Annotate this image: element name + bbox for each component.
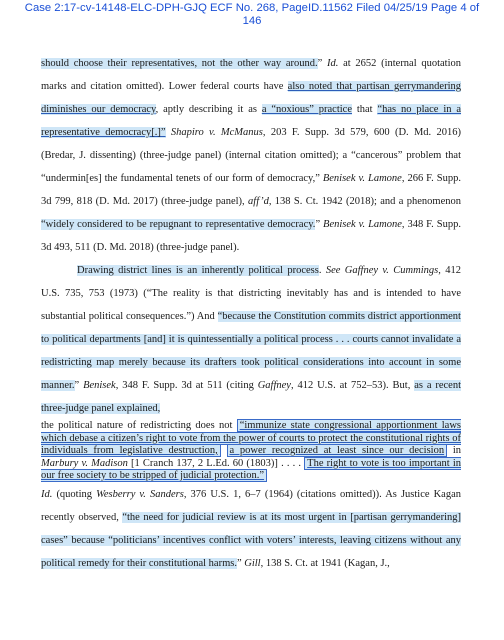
case-name-italic: Marbury v. Madison [41,457,128,469]
paragraph-2 [41,259,461,420]
opinion-body [41,52,461,575]
citation-italic: aff’d [248,196,269,207]
case-name-italic: Benisek v. Lamone [322,173,402,184]
text-span: the political nature of redistricting does not [41,420,237,431]
citation-italic: Id. [41,488,53,500]
text-span: , 138 S. Ct. 1942 (2018); and a phenomenon [268,196,462,207]
paragraph-3 [41,483,461,575]
text-span: , 376 U.S. 1, 6–7 (1964) (citations omitted)). As Justice Kagan recently observed, [41,488,461,523]
text-span: that [351,104,378,115]
text-span: , 138 S. Ct. at 1941 (Kagan, J., [260,557,390,569]
highlight-12: “the need for judicial review is at its most urgent in [partisan gerrymandering] cases” because “politicians’ incentives conflict with voters’ interests, leaving citizens without any political remedy for their constitutional harms. [41,511,462,569]
text-span: ” [317,58,328,69]
case-name-italic: Benisek v. Lamone [323,219,402,230]
citation-italic: Id. [327,58,339,69]
highlight-1: should choose their representatives, not the other way around. [41,58,318,69]
case-header-line-2: 146 [242,15,262,27]
text-span [221,445,227,456]
highlight-6: Drawing district lines is an inherently political process [77,265,319,276]
highlight-4: “has no place in a representative democracy[.]” [41,104,462,138]
highlight-8: as a recent three-judge panel explained, [41,380,462,414]
text-span: , 348 F. Supp. 3d 493, 511 (D. Md. 2018) (three-judge panel). [41,219,461,253]
text-span: [1 Cranch 137, 2 L.Ed. 60 (1803)] . . . . [127,457,305,469]
case-name-italic: Gaffney [257,380,291,391]
text-span: in [447,445,462,456]
text-span: ” [74,380,84,391]
text-span: , 412 U.S. at 752–53). But, [290,380,415,391]
text-span: , 412 U.S. 735, 753 (1973) (“The reality is that districting inevitably has and is intended to have substantial political consequences.”) And [41,265,461,322]
highlight-2: also noted that partisan gerrymandering diminishes our democracy [41,81,461,115]
highlight-3: a “noxious” practice [261,104,352,115]
highlight-5: “widely considered to be repugnant to representative democracy. [41,219,316,230]
case-name-italic: Benisek [83,380,116,391]
highlight-7: “because the Constitution commits district apportionment to political departments [and] it is quintessentially a political process . . . courts cannot invalidate a redistricting map merely because its drafters took political considerations into account in some manner. [41,311,461,391]
text-span: , 203 F. Supp. 3d 579, 600 (D. Md. 2016) (Bredar, J. dissenting) (three-judge panel) (internal citation omitted); a “cancerous” problem that “undermin[es] the fundamental tenets of our form of democracy,” [41,127,461,184]
case-header-line-1: Case 2:17-cv-14148-ELC-DPH-GJQ ECF No. 268, PageID.11562 Filed 04/25/19 Page 4 of [24,2,480,14]
paragraph-1 [41,52,461,259]
text-span: , aptly describing it as [155,104,262,115]
text-span: , 348 F. Supp. 3d at 511 (citing [115,380,258,391]
case-name-italic: Gill [244,557,261,569]
highlight-10: a power recognized at least since our decision [227,444,448,457]
text-span: ” [236,557,245,569]
block-quote [41,420,461,483]
case-name-italic: Shapiro v. McManus [170,127,263,138]
text-span: (quoting [52,488,97,500]
highlight-9: “immunize state congressional apportionment laws which debase a citizen’s right to vote from the power of courts to protect the constitutional rights of individuals from legislative destruction, [41,420,461,456]
text-span: ” [315,219,324,230]
text-span: , 266 F. Supp. 3d 799, 818 (D. Md. 2017) (three-judge panel), [41,173,461,207]
highlight-11: The right to vote is too important in our free society to be stripped of judicial protection.” [41,457,461,481]
text-span: . [318,265,326,276]
case-name-italic: See Gaffney v. Cummings [325,265,439,276]
case-header [0,2,504,28]
text-span: at 2652 (internal quotation marks and citation omitted). Lower federal courts have [41,58,461,92]
case-name-italic: Wesberry v. Sanders [96,488,184,500]
